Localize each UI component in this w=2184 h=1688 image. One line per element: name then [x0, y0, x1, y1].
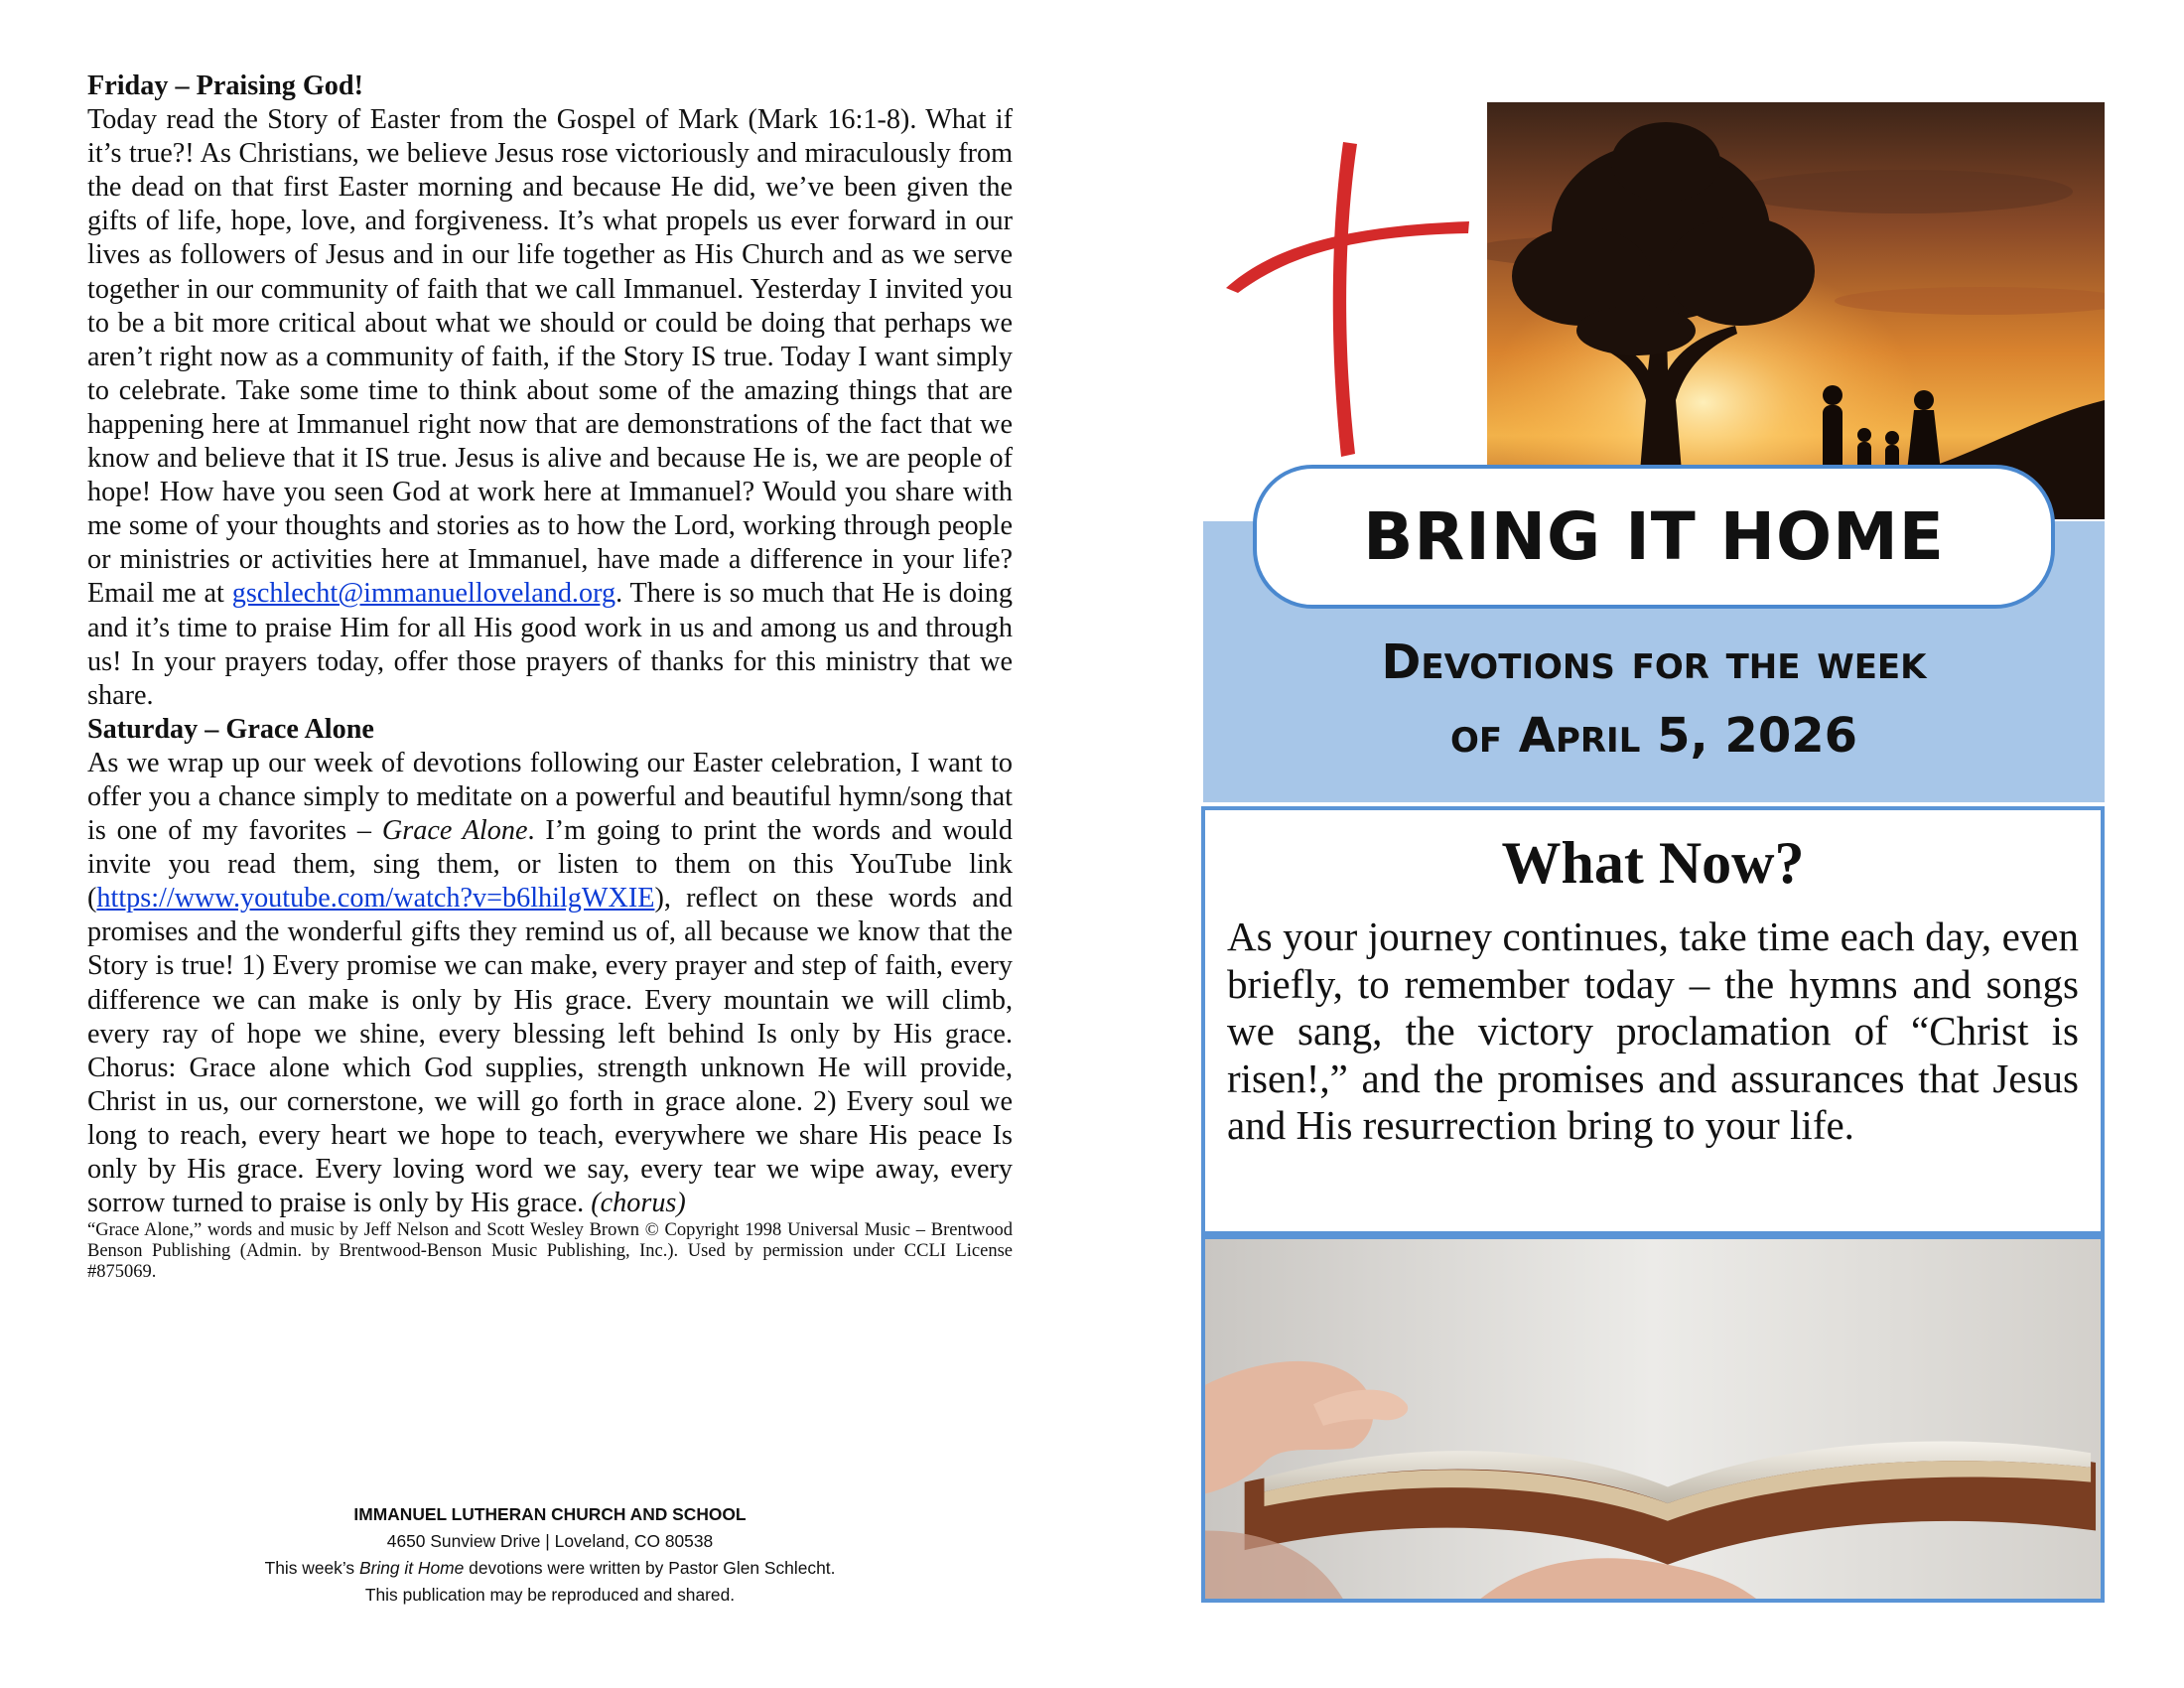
publication-title: Bring it Home [358, 1558, 465, 1578]
hymn-title: Grace Alone [381, 815, 528, 847]
saturday-body [87, 747, 1013, 1220]
title-banner: BRING IT HOME [1253, 465, 2055, 609]
subtitle-line-2: of April 5, 2026 [1449, 708, 1858, 764]
what-now-body: As your journey continues, take time each day, even briefly, to remember today – the hymns and songs we sang, the victory proclamation of “Christ is risen!,” and the promises and assurances that Jesus and His resurrection bring to your life. [1227, 914, 2079, 1148]
subtitle-line-1: Devotions for the week [1381, 634, 1927, 690]
sunset-family-photo [1487, 102, 2105, 519]
saturday-heading: Saturday – Grace Alone [87, 713, 374, 745]
friday-text-b: . There is so much that He is doing and it’s time to praise Him for all His good work in us and among us and through us! In your prayers today, offer those prayers of thanks for this ministry that we share. [87, 578, 1013, 711]
author-line [87, 1555, 1013, 1582]
reproduce-note: This publication may be reproduced and shared. [364, 1585, 736, 1605]
email-link[interactable]: gschlecht@immanuelloveland.org [231, 578, 616, 610]
saturday-text-b: . I’m going to print the words and would invite you read them, sing them, or listen to them on this YouTube link ( [87, 815, 1013, 914]
devotions-subtitle [1203, 626, 2105, 773]
friday-body [87, 103, 1013, 713]
what-now-heading: What Now? [1501, 830, 1805, 896]
left-column [87, 70, 1013, 1283]
friday-heading: Friday – Praising God! [87, 70, 363, 101]
church-address: 4650 Sunview Drive | Loveland, CO 80538 [386, 1531, 714, 1551]
saturday-text-c: ), reflect on these words and promises and the wonderful gifts they remind us of, all because we know that the Story is true! 1) Every promise we can make, every prayer and step of faith, every difference we can make is only by His grace. Every mountain we will climb, every ray of hope we shine, every blessing left behind Is only by His grace. Chorus: Grace alone which God supplies, strength unknown He will provide, Christ in us, our cornerstone, we will go forth in grace alone. 2) Every soul we long to reach, every heart we hope to teach, everywhere we share His peace Is only by His grace. Every loving word we say, every tear we wipe away, every sorrow turned to praise is only by His grace. [87, 883, 1013, 1219]
saturday-text-a: As we wrap up our week of devotions following our Easter celebration, I want to offer you a chance simply to meditate on a powerful and beautiful hymn/song that is one of my favorites – [87, 747, 1013, 847]
youtube-link[interactable]: https://www.youtube.com/watch?v=b6lhilgWXIE [96, 883, 655, 914]
church-name: IMMANUEL LUTHERAN CHURCH AND SCHOOL [353, 1504, 747, 1524]
copyright-credit: “Grace Alone,” words and music by Jeff Nelson and Scott Wesley Brown © Copyright 1998 Universal Music – Brentwood Benson Publishing (Admin. by Brentwood-Benson Music Publishing, Inc.). Used by permission under CCLI License #875069. [87, 1220, 1013, 1283]
church-footer [87, 1501, 1013, 1609]
red-cross-icon [1216, 134, 1474, 462]
friday-text-a: Today read the Story of Easter from the Gospel of Mark (Mark 16:1-8). What if it’s true?! As Christians, we believe Jesus rose victoriously and miraculously from the dead on that first Easter morning and because He did, we’ve been given the gifts of life, hope, love, and forgiveness. It’s what propels us ever forward in our lives as followers of Jesus and in our life together as His Church and as we serve together in our community of faith that we call Immanuel. Yesterday I invited you to be a bit more critical about what we should or could be doing that perhaps we aren’t right now as a community of faith, if the Story IS true. Today I want simply to celebrate. Take some time to think about some of the amazing things that are happening here at Immanuel right now that are demonstrations of the fact that we know and believe that it IS true. Jesus is alive and because He is, we are people of hope! How have you seen God at work here at Immanuel? Would you share with me some of your thoughts and stories as to how the Lord, working through people or ministries or activities here at Immanuel, have made a difference in your life? Email me at [87, 104, 1013, 610]
what-now-box [1201, 806, 2105, 1235]
chorus-note: (chorus) [591, 1188, 686, 1219]
author-prefix: This week’s [264, 1558, 359, 1578]
open-bible-photo [1201, 1235, 2105, 1603]
author-suffix: devotions were written by Pastor Glen Schlecht. [464, 1558, 836, 1578]
